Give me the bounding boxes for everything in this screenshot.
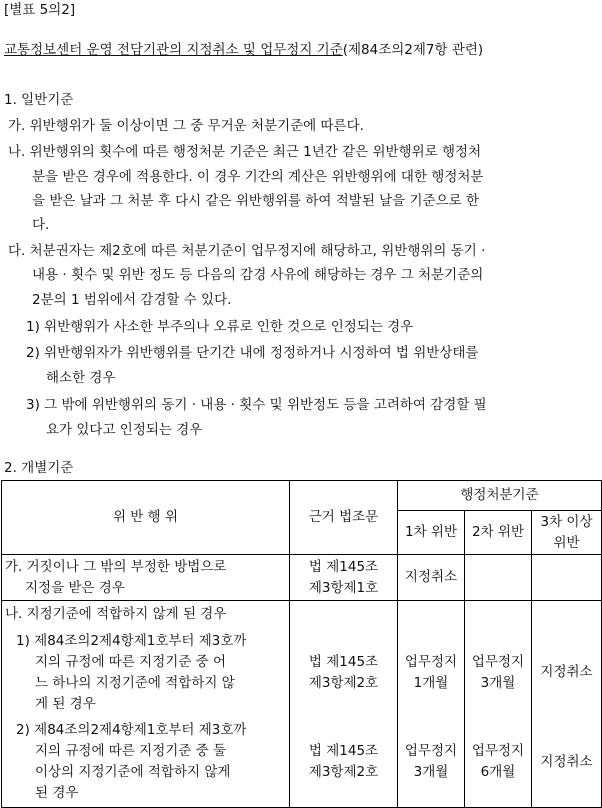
reduction-reason-3-line: 요가 있다고 인정되는 경우 (46, 422, 203, 438)
header-law: 근거 법조문 (290, 481, 398, 555)
second-violation-cell (465, 718, 532, 808)
law-line: 법 제145조 (308, 653, 379, 670)
first-violation-cell: 지정취소 (398, 555, 465, 601)
first-violation-cell (398, 718, 465, 808)
violation-cell: 나. 지정기준에 적합하지 않게 된 경우 (2, 601, 290, 628)
disposition-line: 업무정지 (471, 743, 525, 760)
disposition-line: 업무정지 (404, 743, 458, 760)
violation-line: 된 경우 (35, 785, 79, 802)
law-cell (290, 718, 398, 808)
general-item-na-line: 분을 받은 경우에 적용한다. 이 경우 기간의 계산은 위반행위에 대한 행정처분 (32, 169, 484, 185)
header-violation: 위 반 행 위 (2, 481, 290, 555)
second-violation-cell (465, 628, 532, 718)
annex-label: [별표 5의2] (4, 2, 76, 18)
violation-line: 지의 규정에 따른 지정기준 중 어 (35, 653, 226, 670)
violation-line: 게 된 경우 (35, 695, 96, 712)
second-violation-cell (465, 601, 532, 628)
law-line: 제3항제2호 (308, 764, 379, 781)
header-3rd-line: 3차 이상 (540, 513, 593, 530)
violation-line: 이상의 지정기준에 적합하지 않게 (35, 764, 231, 781)
disposition-line: 업무정지 (471, 653, 525, 670)
title-main: 교통정보센터 운영 전담기관의 지정취소 및 업무정지 기준 (4, 42, 343, 58)
general-heading: 1. 일반기준 (4, 92, 74, 108)
violation-cell (2, 718, 290, 808)
reduction-reason-2-line: 해소한 경우 (46, 370, 116, 386)
law-line: 제3항제1호 (308, 579, 379, 596)
violation-cell (2, 555, 290, 601)
disposition-line: 3개월 (413, 764, 449, 781)
third-violation-cell (532, 555, 602, 601)
violation-line: 느 하나의 지정기준에 적합하지 않 (35, 674, 235, 691)
document-title (4, 41, 483, 59)
table-row (2, 628, 602, 718)
criteria-table (1, 480, 602, 808)
violation-line: 2) 제84조의2제4항제1호부터 제3호까 (16, 722, 247, 739)
header-disposition: 행정처분기준 (398, 481, 602, 511)
general-item-da-line: 2분의 1 범위에서 감경할 수 있다. (32, 292, 232, 308)
law-line: 법 제145조 (308, 743, 379, 760)
third-violation-cell (532, 601, 602, 628)
law-line: 제3항제2호 (308, 674, 379, 691)
reduction-reason-3-line: 3) 그 밖에 위반행위의 동기 · 내용 · 횟수 및 위반정도 등을 고려하여 감경할 필 (26, 397, 487, 413)
disposition-line: 3개월 (480, 674, 516, 691)
disposition-line: 1개월 (413, 674, 449, 691)
second-violation-cell (465, 555, 532, 601)
table-row (2, 718, 602, 808)
individual-heading: 2. 개별기준 (4, 460, 74, 476)
disposition-line: 6개월 (480, 764, 516, 781)
general-item-na-line: 을 받은 날과 그 처분 후 다시 같은 위반행위를 하여 적발된 날을 기준으로 한 (32, 193, 480, 209)
header-3rd-line: 위반 (553, 534, 580, 551)
third-violation-cell: 지정취소 (532, 628, 602, 718)
general-item-na-line: 나. 위반행위의 횟수에 따른 행정처분 기준은 최근 1년간 같은 위반행위로 행정처 (8, 144, 482, 160)
violation-cell (2, 628, 290, 718)
law-cell (290, 555, 398, 601)
reduction-reason-1: 1) 위반행위가 사소한 부주의나 오류로 인한 것으로 인정되는 경우 (26, 319, 414, 335)
violation-line: 가. 거짓이나 그 밖의 부정한 방법으로 (5, 558, 227, 575)
header-3rd-violation (532, 511, 602, 555)
general-item-da-line: 다. 처분권자는 제2호에 따른 처분기준이 업무정지에 해당하고, 위반행위의 동기 · (8, 243, 486, 259)
header-2nd-violation: 2차 위반 (465, 511, 532, 555)
law-cell (290, 601, 398, 628)
first-violation-cell (398, 628, 465, 718)
reduction-reason-2-line: 2) 위반행위자가 위반행위를 단기간 내에 정정하거나 시정하여 법 위반상태를 (26, 345, 479, 361)
violation-line: 1) 제84조의2제4항제1호부터 제3호까 (16, 632, 247, 649)
violation-line: 지의 규정에 따른 지정기준 중 둘 (35, 743, 226, 760)
header-1st-violation: 1차 위반 (398, 511, 465, 555)
title-ref: (제84조의2제7항 관련) (342, 42, 484, 58)
first-violation-cell (398, 601, 465, 628)
table-row (2, 601, 602, 628)
law-cell (290, 628, 398, 718)
general-item-na-line: 다. (32, 217, 50, 233)
disposition-line: 업무정지 (404, 653, 458, 670)
general-item-ga: 가. 위반행위가 둘 이상이면 그 중 무거운 처분기준에 따른다. (8, 118, 364, 134)
table-header-row (2, 481, 602, 511)
general-item-da-line: 내용 · 횟수 및 위반 정도 등 다음의 감경 사유에 해당하는 경우 그 처분기준의 (32, 267, 484, 283)
third-violation-cell: 지정취소 (532, 718, 602, 808)
violation-line: 지정을 받은 경우 (25, 579, 125, 596)
table-row (2, 555, 602, 601)
law-line: 법 제145조 (308, 558, 379, 575)
